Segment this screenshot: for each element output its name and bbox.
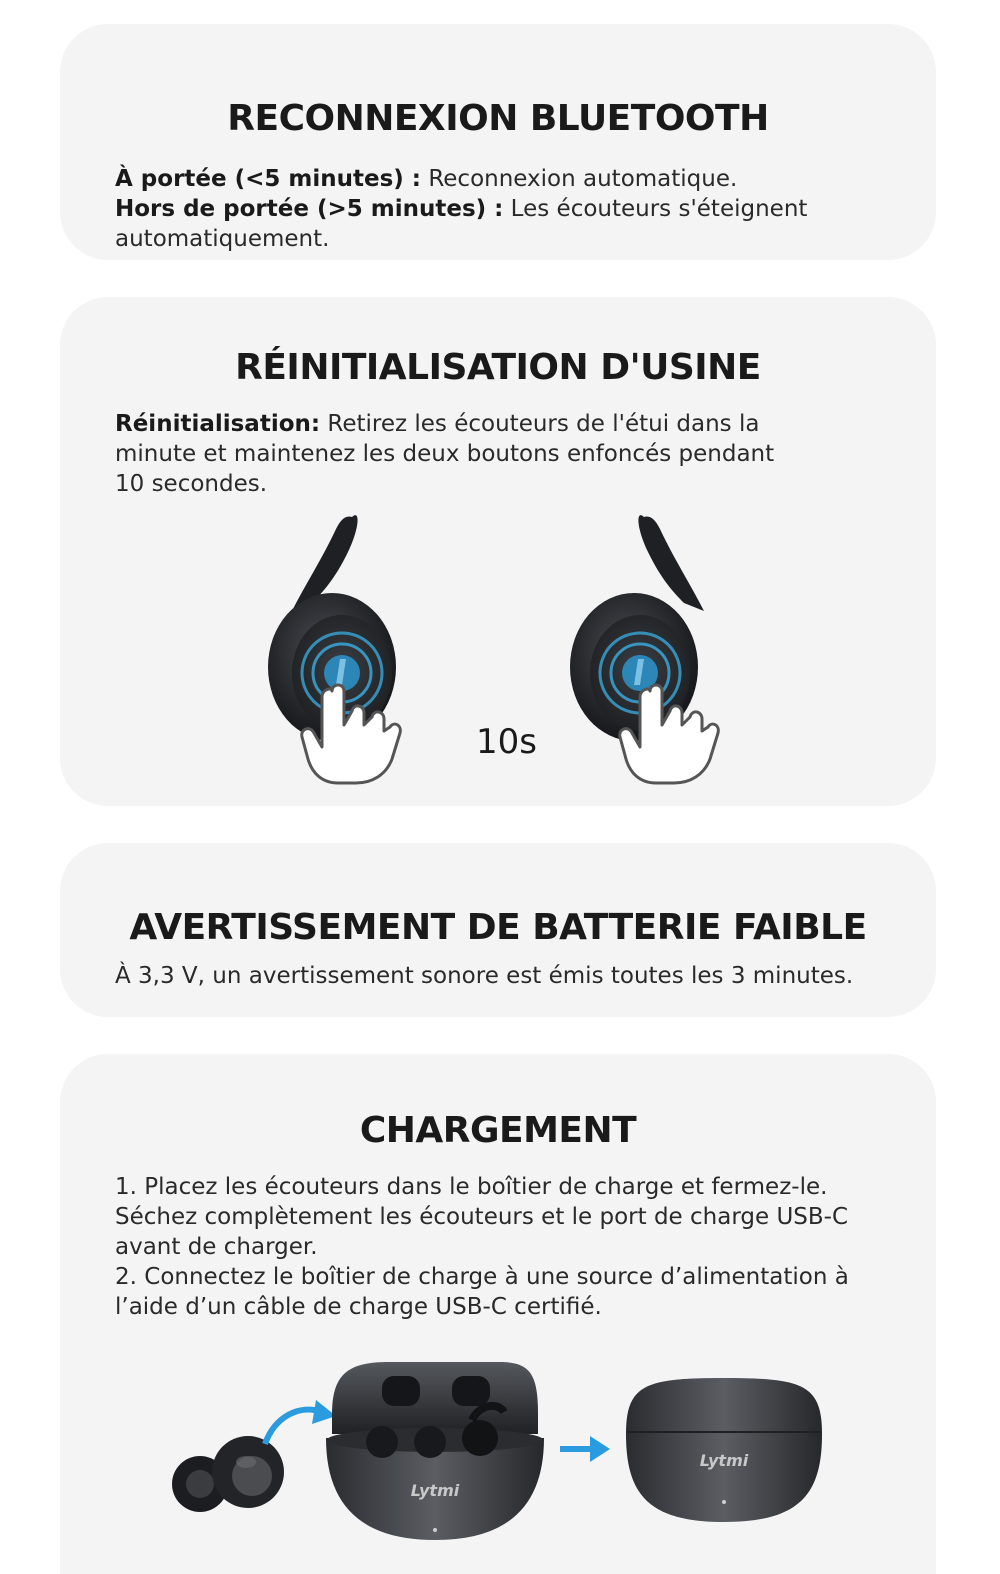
charging-title: CHARGEMENT xyxy=(359,1110,637,1151)
out-of-range-text-cont: automatiquement. xyxy=(115,226,330,252)
bluetooth-reconnection-card xyxy=(60,24,936,260)
out-of-range-label: Hors de portée (>5 minutes) : xyxy=(115,196,504,222)
charging-step-1: 1. Placez les écouteurs dans le boîtier de charge et fermez-le. xyxy=(115,1174,828,1200)
charging-description xyxy=(115,1172,906,1322)
charging-step-2: 2. Connectez le boîtier de charge à une source d’alimentation à xyxy=(115,1264,849,1290)
factory-reset-card xyxy=(60,297,936,806)
reset-title: RÉINITIALISATION D'USINE xyxy=(235,347,761,388)
in-range-label: À portée (<5 minutes) : xyxy=(115,166,422,192)
open-charging-case-icon xyxy=(326,1362,544,1540)
charging-step-1-cont: Séchez complètement les écouteurs et le port de charge USB-C xyxy=(115,1204,849,1230)
reset-label: Réinitialisation: xyxy=(115,411,321,437)
closed-case-brand: Lytmi xyxy=(699,1451,749,1470)
reset-text-1: Retirez les écouteurs de l'étui dans la xyxy=(320,411,760,437)
bluetooth-title: RECONNEXION BLUETOOTH xyxy=(227,98,769,139)
charging-card xyxy=(60,1054,936,1574)
battery-text: À 3,3 V, un avertissement sonore est émis toutes les 3 minutes. xyxy=(115,963,854,989)
open-case-brand: Lytmi xyxy=(410,1481,460,1500)
battery-description xyxy=(115,961,906,991)
hold-duration-label: 10s xyxy=(476,722,537,762)
reset-description xyxy=(115,409,906,499)
bluetooth-description xyxy=(115,164,906,254)
battery-title: AVERTISSEMENT DE BATTERIE FAIBLE xyxy=(129,907,867,948)
loose-earbuds-icon xyxy=(172,1436,284,1512)
reset-text-3: 10 secondes. xyxy=(115,471,268,497)
right-earbud-icon xyxy=(570,515,704,741)
reset-text-2: minute et maintenez les deux boutons enfoncés pendant xyxy=(115,441,775,467)
charging-step-1-cont2: avant de charger. xyxy=(115,1234,318,1260)
closed-charging-case-icon xyxy=(626,1378,822,1522)
in-range-text: Reconnexion automatique. xyxy=(421,166,738,192)
charging-illustration xyxy=(60,1354,936,1564)
out-of-range-text: Les écouteurs s'éteignent xyxy=(503,196,808,222)
charging-step-2-cont: l’aide d’un câble de charge USB-C certifié. xyxy=(115,1294,602,1320)
low-battery-card xyxy=(60,843,936,1017)
insert-arrow-icon xyxy=(265,1400,336,1444)
close-arrow-icon xyxy=(560,1436,610,1462)
